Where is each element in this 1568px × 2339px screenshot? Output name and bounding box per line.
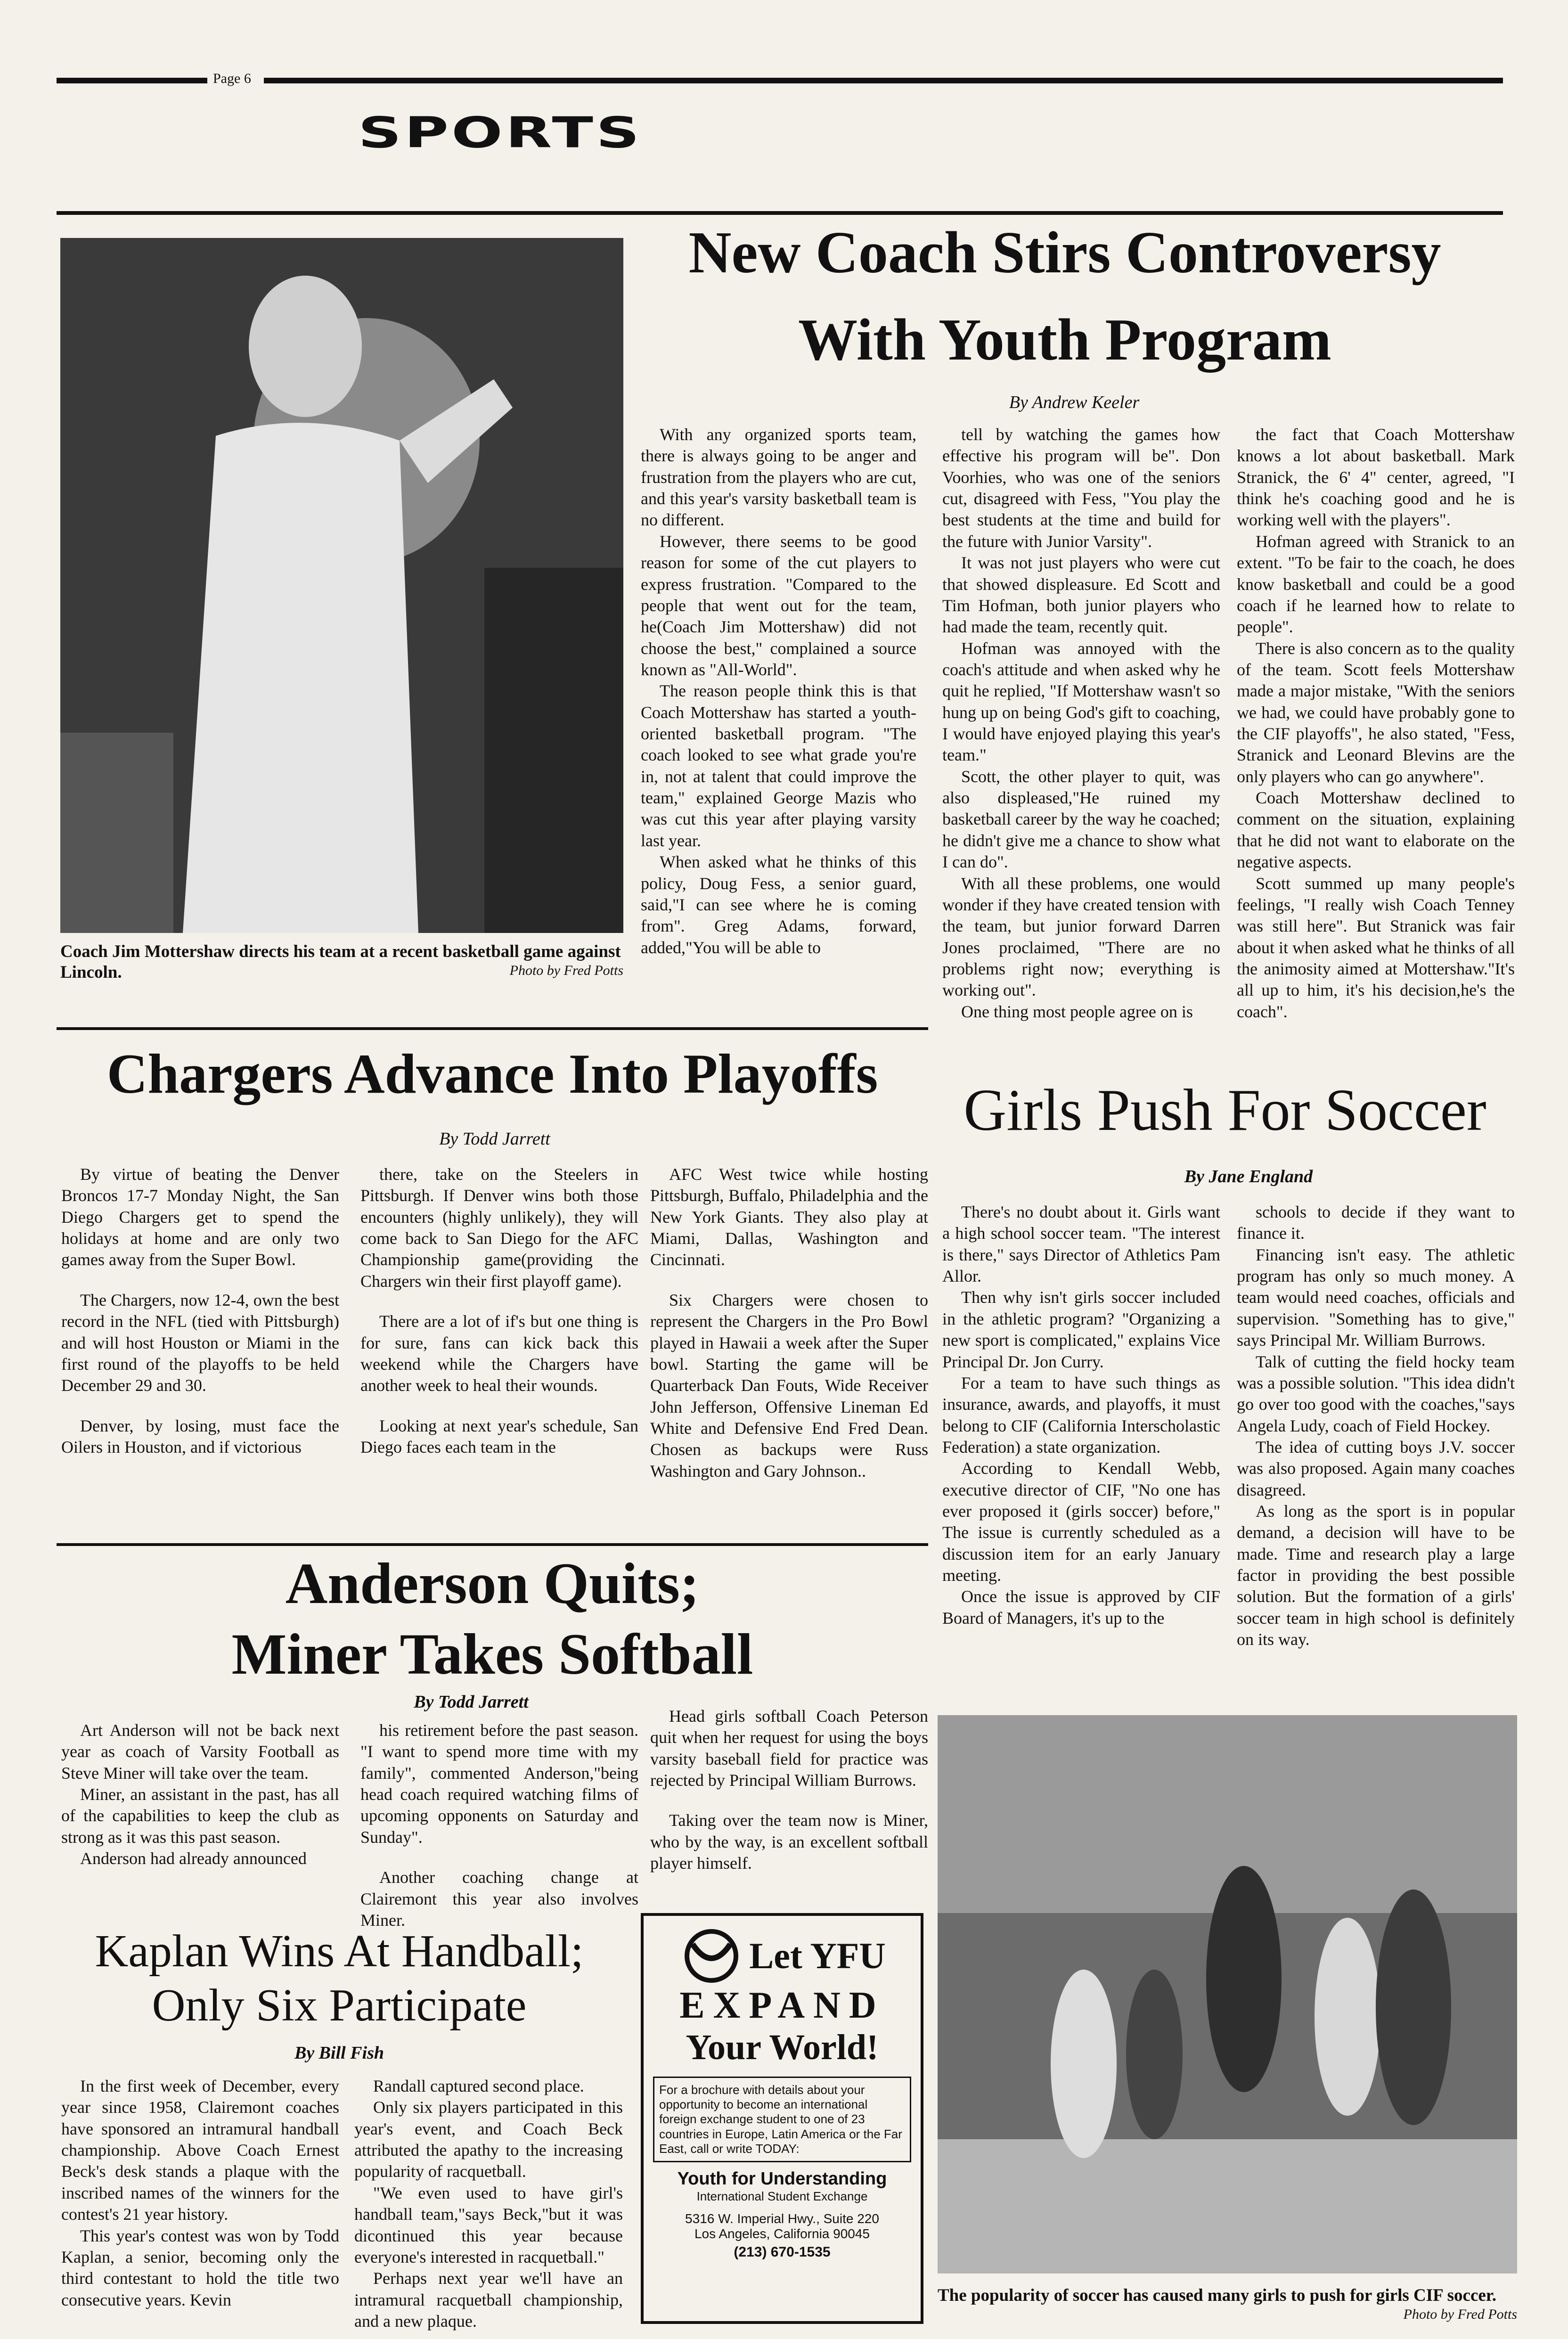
paragraph: "We even used to have girl's handball team,"says Beck,"but it was dicontinued this year because everyone's interested in racquetball." (354, 2183, 623, 2266)
handball-byline: By Bill Fish (294, 2043, 384, 2063)
ad-line-2: EXPAND (679, 1985, 885, 2026)
paragraph: It was not just players who were cut that showed displeasure. Ed Scott and Tim Hofman, both junior players who had made the team, recently quit. (942, 553, 1220, 637)
anderson-column-3 (650, 1706, 928, 1874)
chargers-byline: By Todd Jarrett (439, 1129, 550, 1149)
coach-headline-2: With Youth Program (798, 307, 1331, 373)
yfu-logo-icon (678, 1928, 744, 1984)
soccer-column-1 (942, 1202, 1220, 1629)
handball-headline-2: Only Six Participate (152, 1980, 527, 2031)
coach-photo-caption (60, 941, 623, 983)
paragraph: Art Anderson will not be back next year as coach of Varsity Football as Steve Miner will take over the team. (61, 1721, 339, 1783)
photo-credit: Photo by Fred Potts (509, 963, 623, 979)
chargers-column-1 (61, 1164, 339, 1458)
paragraph: The reason people think this is that Coach Mottershaw has started a youth-oriented basketball program. "The coach looked to see what grade you're in, not at talent that could improve the team," explained George Mazis who was cut this year after playing varsity last year. (641, 681, 916, 850)
photo-credit: Photo by Fred Potts (1403, 2306, 1517, 2323)
paragraph: Denver, by losing, must face the Oilers in Houston, and if victorious (61, 1416, 339, 1456)
paragraph: As long as the sport is in popular demand, a decision will have to be made. Time and research play a large factor in providing the best possible solution. But the formation of a girls' soccer team in high school is definitely on its way. (1237, 1502, 1515, 1649)
chargers-column-3 (650, 1164, 928, 1482)
paragraph: Perhaps next year we'll have an intramural racquetball championship, and a new plaque. (354, 2269, 623, 2331)
yfu-advertisement[interactable] (641, 1913, 923, 2324)
paragraph: there, take on the Steelers in Pittsburgh. If Denver wins both those encounters (highly unlikely), they will come back to San Diego for the AFC Championship game(providing the Chargers win their first playoff game). (360, 1165, 638, 1291)
soccer-photo (938, 1715, 1517, 2274)
paragraph: the fact that Coach Mottershaw knows a lot about basketball. Mark Stranick, the 6' 4" center, agreed, "I think he's coaching good and he is working well with the players". (1237, 425, 1515, 530)
paragraph: Once the issue is approved by CIF Board of Managers, it's up to the (942, 1587, 1220, 1627)
section-rule (57, 1027, 928, 1030)
folio-rule-left (57, 78, 207, 83)
paragraph: Looking at next year's schedule, San Diego faces each team in the (360, 1416, 638, 1456)
paragraph: AFC West twice while hosting Pittsburgh, Buffalo, Philadelphia and the New York Giants. They also play at Miami, Dallas, Washington and Cincinnati. (650, 1165, 928, 1269)
paragraph: his retirement before the past season. "I want to spend more time with my family", commented Anderson,"being head coach required watching films of upcoming opponents on Saturday and Sunday". (360, 1721, 638, 1847)
coach-column-2 (942, 424, 1220, 1022)
paragraph: There are a lot of if's but one thing is for sure, fans can kick back this weekend while the Chargers have another week to heal their wounds. (360, 1312, 638, 1395)
handball-column-1 (61, 2076, 339, 2311)
caption-text: The popularity of soccer has caused many girls to push for girls CIF soccer. (938, 2286, 1497, 2305)
paragraph: Talk of cutting the field hocky team was a possible solution. "This idea didn't go over too good with the coaches,"says Angela Ludy, coach of Field Hockey. (1237, 1352, 1515, 1435)
paragraph: Taking over the team now is Miner, who by the way, is an excellent softball player himself. (650, 1811, 928, 1873)
paragraph: Another coaching change at Clairemont this year also involves Miner. (360, 1868, 638, 1930)
paragraph: schools to decide if they want to finance it. (1237, 1202, 1515, 1243)
soccer-column-2 (1237, 1202, 1515, 1651)
coach-column-3 (1237, 424, 1515, 1022)
paragraph: There's no doubt about it. Girls want a high school soccer team. "The interest is there," says Director of Athletics Pam Allor. (942, 1202, 1220, 1286)
paragraph: Financing isn't easy. The athletic program has only so much money. A team would need coaches, officials and supervision. "Something has to give," says Principal Mr. William Burrows. (1237, 1245, 1515, 1350)
ad-org-sub: International Student Exchange (696, 2189, 868, 2203)
anderson-column-2 (360, 1720, 638, 1931)
ad-address-2: Los Angeles, California 90045 (694, 2226, 870, 2241)
paragraph: Scott, the other player to quit, was also displeased,"He ruined my basketball career by the way he coached; he didn't give me a chance to show what I can do". (942, 767, 1220, 872)
folio-rule-right (264, 78, 1503, 83)
paragraph: Randall captured second place. (373, 2077, 584, 2095)
flag-rule (57, 211, 1503, 215)
paragraph: With any organized sports team, there is always going to be anger and frustration from the players who are cut, and this year's varsity basketball team is no different. (641, 425, 916, 530)
paragraph: With all these problems, one would wonder if they have created tension with the team, but junior forward Darren Jones proclaimed, "There are no problems right now; everything is working out". (942, 874, 1220, 1000)
paragraph: Then why isn't girls soccer included in the athletic program? "Organizing a new sport is complicated," explains Vice Principal Dr. Jon Curry. (942, 1288, 1220, 1371)
caption-text: Coach Jim Mottershaw directs his team at a recent basketball game against Lincoln. (60, 942, 621, 982)
ad-body: For a brochure with details about your opportunity to become an international foreign exchange student to one of 23 countries in Europe, Latin America or the Far East, call or write TODAY: (653, 2077, 911, 2162)
paragraph: tell by watching the games how effective his program will be". Don Voorhies, who was one of the seniors cut, disagreed with Fess, "You play the best students at the time and build for the future with Junior Varsity". (942, 425, 1220, 551)
paragraph: This year's contest was won by Todd Kaplan, a senior, becoming only the third contestant to hold the title two consecutive years. Kevin (61, 2226, 339, 2309)
paragraph: When asked what he thinks of this policy, Doug Fess, a senior guard, said,"I can see where he is coming from". Greg Adams, forward, added,"You will be able to (641, 852, 916, 957)
paragraph: By virtue of beating the Denver Broncos 17-7 Monday Night, the San Diego Chargers get to spend the holidays at home and are only two games away from the Super Bowl. (61, 1165, 339, 1269)
page-number: Page 6 (213, 71, 251, 86)
soccer-byline: By Jane England (1184, 1167, 1313, 1186)
anderson-headline-1: Anderson Quits; (285, 1551, 700, 1616)
paragraph: Six Chargers were chosen to represent the Chargers in the Pro Bowl played in Hawaii a week after the Super bowl. Starting the game will be Quarterback Dan Fouts, Wide Receiver John Jefferson, Offensive Lineman Ed White and Defensive End Fred Dean. Chosen as backups were Russ Washington and Gary Johnson.. (650, 1290, 928, 1480)
paragraph: There is also concern as to the quality of the team. Scott feels Mottershaw made a major mistake, "With the seniors we had, we could have probably gone to the CIF playoffs", he also stated, "Fess, Stranick and Leonard Blevins are the only players who can go anywhere". (1237, 638, 1515, 786)
handball-headline-1: Kaplan Wins At Handball; (95, 1926, 584, 1977)
handball-column-2 (354, 2076, 623, 2332)
paragraph: Hofman agreed with Stranick to an extent. "To be fair to the coach, he does know basketball and could be a good coach if he learned how to relate to people". (1237, 532, 1515, 637)
coach-column-1 (641, 424, 916, 958)
anderson-column-1 (61, 1720, 339, 1870)
paragraph: In the first week of December, every year since 1958, Clairemont coaches have sponsored an intramural handball championship. Above Coach Ernest Beck's desk stands a plaque with the inscribed names of the winners for the contest's 21 year history. (61, 2077, 339, 2224)
ad-org: Youth for Understanding (677, 2168, 887, 2189)
paragraph: Only six players participated in this year's event, and Coach Beck attributed the apathy to the increasing popularity of racquetball. (354, 2098, 623, 2181)
paragraph: The Chargers, now 12-4, own the best record in the NFL (tied with Pittsburgh) and will host Houston or Miami in the first round of the playoffs to be held December 29 and 30. (61, 1290, 339, 1395)
section-rule (57, 1543, 928, 1546)
paragraph: Head girls softball Coach Peterson quit when her request for using the boys varsity baseball field for practice was rejected by Principal William Burrows. (650, 1707, 928, 1790)
chargers-column-2 (360, 1164, 638, 1458)
soccer-photo-caption (938, 2285, 1517, 2323)
paragraph: Miner, an assistant in the past, has all of the capabilities to keep the club as strong as it was this past season. (61, 1785, 339, 1847)
paragraph: The idea of cutting boys J.V. soccer was also proposed. Again many coaches disagreed. (1237, 1437, 1515, 1499)
anderson-headline-2: Miner Takes Softball (231, 1622, 753, 1686)
anderson-byline: By Todd Jarrett (414, 1692, 529, 1712)
soccer-photo-image (938, 1715, 1517, 2274)
coach-photo (60, 238, 623, 933)
ad-phone: (213) 670-1535 (734, 2244, 831, 2260)
paragraph: Scott summed up many people's feelings, "I really wish Coach Tenney was still here". But Stranick was fair about it when asked what he thinks of all the animosity aimed at Mottershaw."It's all up to him, it's his decision,he's the coach". (1237, 874, 1515, 1021)
soccer-headline: Girls Push For Soccer (964, 1078, 1486, 1143)
paragraph: Coach Mottershaw declined to comment on the situation, explaining that he did not want to elaborate on the negative aspects. (1237, 788, 1515, 872)
paragraph: Anderson had already announced (80, 1849, 307, 1868)
coach-byline: By Andrew Keeler (1009, 393, 1140, 412)
coach-photo-image (60, 238, 623, 933)
paragraph: However, there seems to be good reason for some of the cut players to express frustration. "Compared to the people that went out for the team, he(Coach Jim Mottershaw) did not choose the best," complained a source known as "All-World". (641, 532, 916, 679)
ad-line-3: Your World! (686, 2028, 879, 2067)
paragraph: According to Kendall Webb, executive director of CIF, "No one has ever proposed it (girls soccer) before," The issue is currently scheduled as a discussion item for an early January meeting. (942, 1459, 1220, 1585)
section-flag: SPORTS (358, 108, 643, 158)
paragraph: One thing most people agree on is (961, 1002, 1193, 1021)
ad-line-1: Let YFU (749, 1935, 886, 1976)
ad-address-1: 5316 W. Imperial Hwy., Suite 220 (685, 2211, 879, 2226)
chargers-headline: Chargers Advance Into Playoffs (106, 1042, 878, 1105)
coach-headline-1: New Coach Stirs Controversy (688, 220, 1441, 286)
paragraph: For a team to have such things as insurance, awards, and playoffs, it must belong to CIF (California Interscholastic Federation) a state organization. (942, 1373, 1220, 1456)
paragraph: Hofman was annoyed with the coach's attitude and when asked why he quit he replied, "If Mottershaw wasn't so hung up on being God's gift to coaching, I would have enjoyed playing this year's team." (942, 638, 1220, 765)
